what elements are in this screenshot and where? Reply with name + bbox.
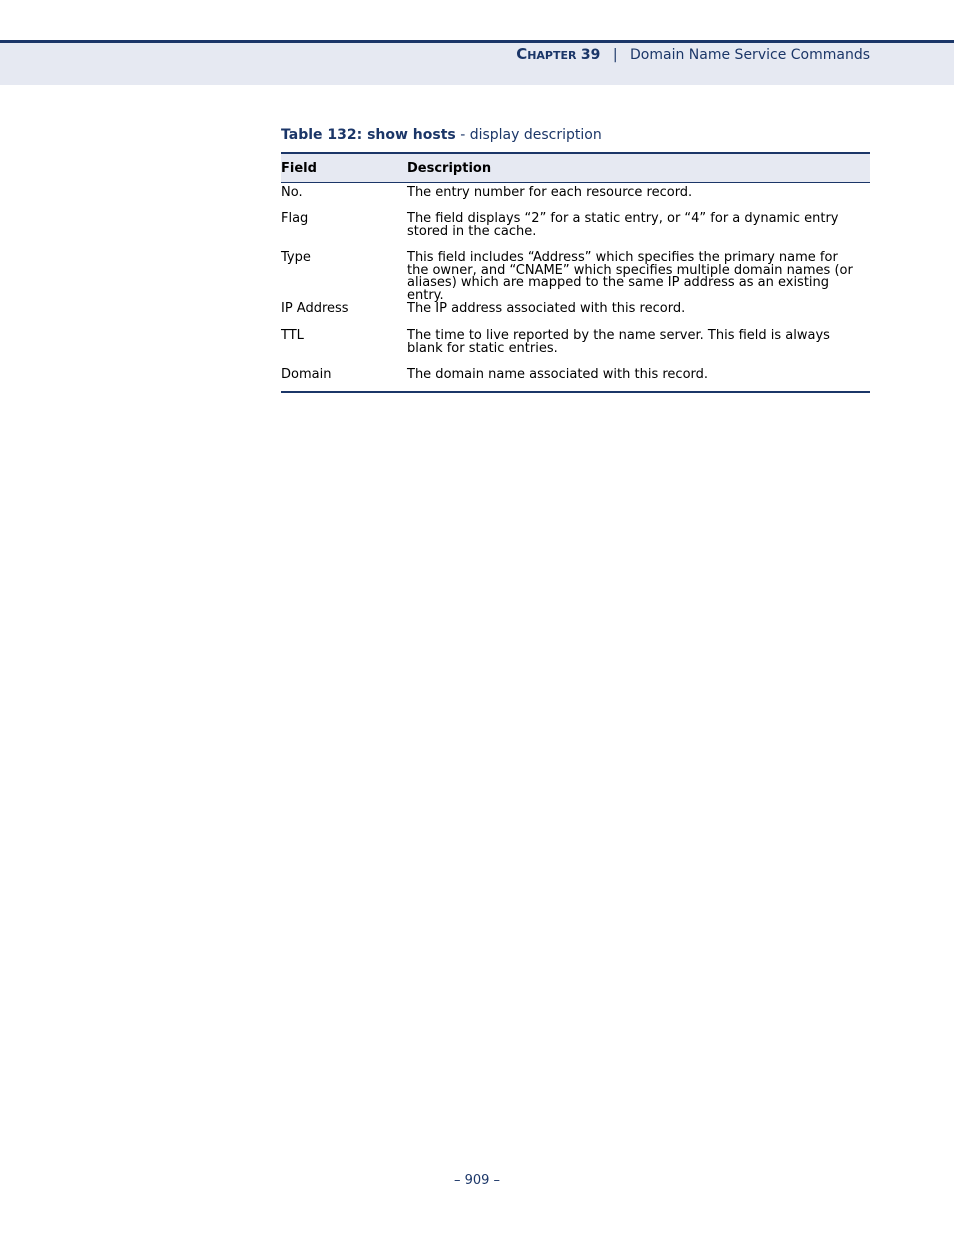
table-row <box>281 365 870 391</box>
table-row <box>281 209 870 248</box>
table-row <box>281 248 870 303</box>
column-header-field: Field <box>281 160 317 176</box>
table-row <box>281 183 870 209</box>
chapter-label: Chapter <box>516 45 577 63</box>
table-caption <box>281 125 602 145</box>
running-header <box>516 44 870 65</box>
description-cell: This field includes “Address” which specifies the primary name for the owner, and “CNAME” which specifies multiple domain names (or aliases) which are mapped to the same IP address as an existing entry. <box>407 250 853 303</box>
description-cell: The entry number for each resource record. <box>407 185 693 200</box>
field-cell: TTL <box>281 328 304 343</box>
table-header-row <box>281 154 870 183</box>
header-separator: | <box>612 47 618 63</box>
table-label: Table 132: show hosts <box>281 127 456 143</box>
description-cell: The field displays “2” for a static entry, or “4” for a dynamic entry stored in the cache. <box>407 211 839 239</box>
field-cell: IP Address <box>281 301 349 316</box>
page-number: – 909 – <box>453 1173 501 1188</box>
description-cell: The IP address associated with this record. <box>407 301 686 316</box>
table-row <box>281 326 870 365</box>
field-cell: Domain <box>281 367 332 382</box>
column-header-description: Description <box>407 160 492 176</box>
field-cell: Type <box>281 250 311 265</box>
chapter-number: 39 <box>580 47 601 63</box>
description-cell: The time to live reported by the name server. This field is always blank for static entries. <box>407 328 830 356</box>
chapter-title: Domain Name Service Commands <box>630 47 870 63</box>
table-caption-suffix: - display description <box>455 127 602 143</box>
table-row <box>281 299 870 326</box>
description-cell: The domain name associated with this record. <box>407 367 709 382</box>
field-cell: No. <box>281 185 303 200</box>
field-cell: Flag <box>281 211 309 226</box>
display-description-table <box>281 152 870 393</box>
